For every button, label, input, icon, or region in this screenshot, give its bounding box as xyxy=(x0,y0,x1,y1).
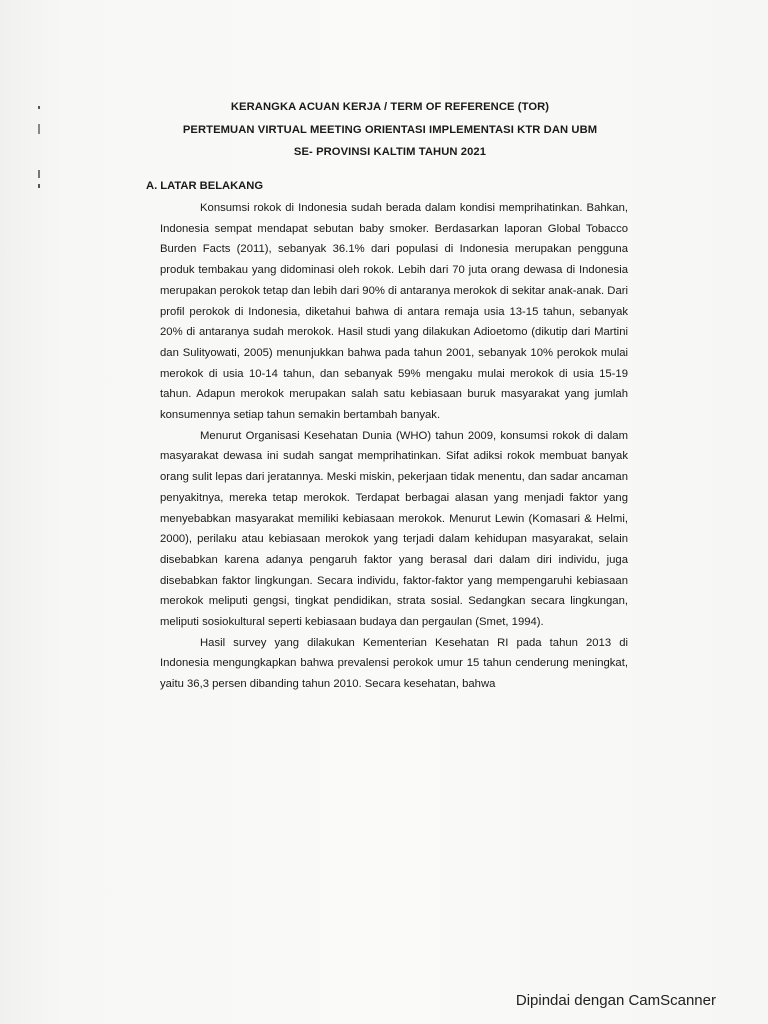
paragraph-3: Hasil survey yang dilakukan Kementerian Kesehatan RI pada tahun 2013 di Indonesia mengungkapkan bahwa prevalensi perokok umur 15 tahun cenderung meningkat, yaitu 36,3 persen dibanding tahun 2010. Secara kesehatan, bahwa xyxy=(160,636,628,691)
title-line-1: KERANGKA ACUAN KERJA / TERM OF REFERENCE (TOR) xyxy=(230,101,550,113)
margin-mark xyxy=(38,106,40,109)
title-line-2: PERTEMUAN VIRTUAL MEETING ORIENTASI IMPLEMENTASI KTR DAN UBM xyxy=(182,123,598,136)
body-text xyxy=(160,198,628,695)
margin-mark xyxy=(38,124,40,134)
margin-mark xyxy=(38,170,40,178)
paragraph-1: Konsumsi rokok di Indonesia sudah berada dalam kondisi memprihatinkan. Bahkan, Indonesia sempat mendapat sebutan baby smoker. Berdasarkan laporan Global Tobacco Burden Facts (2011), sebanyak 36.1% dari populasi di Indonesia merupakan pengguna produk tembakau yang didominasi oleh rokok. Lebih dari 70 juta orang dewasa di Indonesia merupakan perokok tetap dan lebih dari 90% di antaranya merokok di sekitar anak-anak. Dari profil perokok di Indonesia, diketahui bahwa di antara remaja usia 13-15 tahun, sebanyak 20% di antaranya sudah merokok. Hasil studi yang dilakukan Adioetomo (dikutip dari Martini dan Sulityowati, 2005) menunjukkan bahwa pada tahun 2001, sebanyak 10% perokok mulai merokok di usia 10-14 tahun, dan sebanyak 59% mengaku mulai merokok di usia 15-19 tahun. Adapun merokok merupakan salah satu kebiasaan buruk masyarakat yang jumlah konsumennya setiap tahun semakin bertambah banyak. xyxy=(160,202,628,422)
title-line-3: SE- PROVINSI KALTIM TAHUN 2021 xyxy=(293,146,487,158)
margin-mark xyxy=(38,184,40,188)
document-title xyxy=(140,96,640,164)
paragraph-2: Menurut Organisasi Kesehatan Dunia (WHO) tahun 2009, konsumsi rokok di dalam masyarakat dewasa ini sudah sangat memprihatinkan. Sifat adiksi rokok membuat banyak orang sulit lepas dari jeratannya. Meski miskin, pekerjaan tidak menentu, dan sadar ancaman penyakitnya, mereka tetap merokok. Terdapat berbagai alasan yang menjadi faktor yang menyebabkan masyarakat memiliki kebiasaan merokok. Menurut Lewin (Komasari & Helmi, 2000), perilaku atau kebiasaan merokok yang terjadi dalam kehidupan masyarakat, selain disebabkan karena adanya pengaruh faktor yang berasal dari dalam diri individu, juga disebabkan faktor lingkungan. Secara individu, faktor-faktor yang mempengaruhi kebiasaan merokok meliputi gengsi, tingkat pendidikan, strata sosial. Sedangkan secara lingkungan, meliputi sosiokultural seperti kebiasaan budaya dan pergaulan (Smet, 1994). xyxy=(160,429,628,629)
section-heading: A. LATAR BELAKANG xyxy=(146,180,264,192)
camscanner-watermark: Dipindai dengan CamScanner xyxy=(515,992,716,1009)
